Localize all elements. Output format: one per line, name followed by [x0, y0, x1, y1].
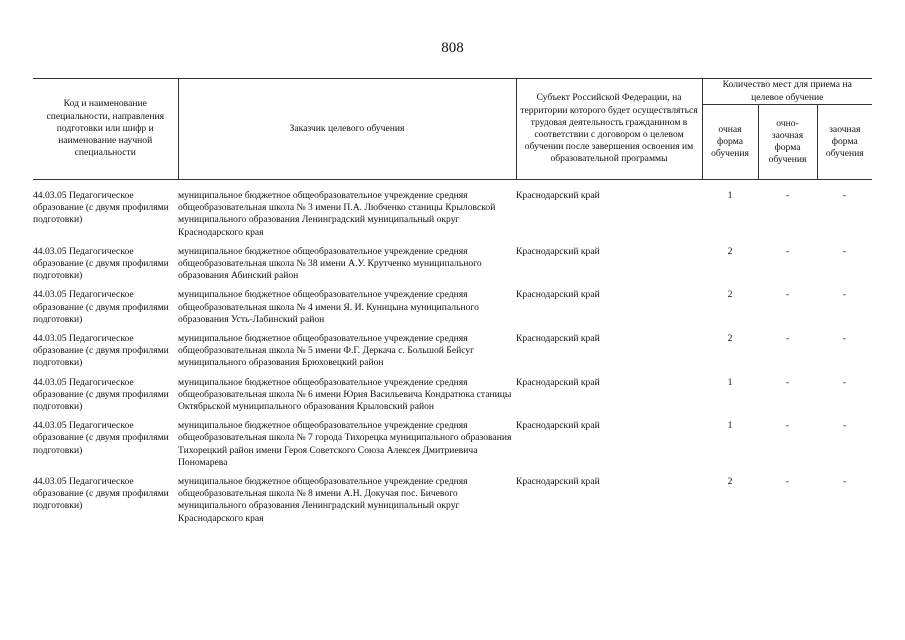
row-full-time: 1 [727, 376, 733, 388]
table-row [33, 289, 872, 333]
row-correspondence: - [842, 289, 847, 301]
row-full-time: 2 [727, 333, 733, 345]
row-correspondence: - [842, 190, 847, 201]
row-part-time: - [785, 333, 790, 345]
header-customer: Заказчик целевого обучения [178, 79, 516, 180]
row-customer: муниципальное бюджетное общеобразовательное учреждение средняя общеобразовательная школа № 4 имени Я. И. Куницына муниципального образования Усть-Лабинский район [178, 289, 479, 325]
header-quantity: Количество мест для приема на целевое обучение [702, 79, 872, 105]
row-subject: Краснодарский край [516, 476, 600, 488]
row-code: 44.03.05 Педагогическое образование (с двумя профилями подготовки) [33, 289, 169, 325]
header-part-time: очно-заочная форма обучения [758, 105, 817, 180]
row-code: 44.03.05 Педагогическое образование (с двумя профилями подготовки) [33, 333, 169, 369]
row-code: 44.03.05 Педагогическое образование (с двумя профилями подготовки) [33, 190, 169, 226]
row-part-time: - [785, 376, 790, 388]
row-subject: Краснодарский край [516, 420, 600, 432]
header-full-time: очная форма обучения [702, 105, 758, 180]
table-row [33, 190, 872, 246]
row-subject: Краснодарский край [516, 376, 600, 388]
row-subject: Краснодарский край [516, 333, 600, 345]
row-part-time: - [785, 245, 790, 257]
header-code: Код и наименование специальности, направления подготовки или шифр и наименование научной специальности [33, 79, 178, 180]
table-row [33, 333, 872, 377]
row-code: 44.03.05 Педагогическое образование (с двумя профилями подготовки) [33, 420, 169, 456]
row-code: 44.03.05 Педагогическое образование (с двумя профилями подготовки) [33, 476, 169, 512]
table-row [33, 420, 872, 476]
header-subject: Субъект Российской Федерации, на территории которого будет осуществляться трудовая деятельность гражданином в соответствии с договором о целевом обучении после завершения освоения им образовательной программы [516, 79, 702, 180]
row-full-time: 2 [727, 289, 733, 301]
row-part-time: - [785, 289, 790, 301]
row-correspondence: - [842, 376, 847, 388]
row-code: 44.03.05 Педагогическое образование (с двумя профилями подготовки) [33, 376, 169, 413]
table-row [33, 476, 872, 532]
row-correspondence: - [842, 476, 847, 488]
row-subject: Краснодарский край [516, 190, 600, 201]
row-part-time: - [785, 420, 790, 432]
row-part-time: - [785, 476, 790, 488]
row-customer: муниципальное бюджетное общеобразовательное учреждение средняя общеобразовательная школа № 38 имени А.У. Крутченко муниципального образования Абинский район [178, 245, 482, 282]
row-full-time: 1 [727, 190, 733, 201]
row-customer: муниципальное бюджетное общеобразовательное учреждение средняя общеобразовательная школа № 8 имени А.Н. Докучая пос. Бичевого муниципального образования Ленинградский муниципальный округ Краснодарского края [178, 476, 468, 524]
row-correspondence: - [842, 245, 847, 257]
row-code: 44.03.05 Педагогическое образование (с двумя профилями подготовки) [33, 245, 169, 282]
row-customer: муниципальное бюджетное общеобразовательное учреждение средняя общеобразовательная школа № 6 имени Юрия Васильевича Кондратюка станицы Октябрьской муниципального образования Крыловский район [178, 376, 512, 413]
row-full-time: 2 [727, 476, 733, 488]
row-full-time: 2 [727, 245, 733, 257]
row-correspondence: - [842, 420, 847, 432]
row-correspondence: - [842, 333, 847, 345]
row-customer: муниципальное бюджетное общеобразовательное учреждение средняя общеобразовательная школа № 5 имени Ф.Г. Деркача с. Большой Бейсуг муниципального образования Брюховецкий район [178, 333, 475, 369]
row-customer: муниципальное бюджетное общеобразовательное учреждение средняя общеобразовательная школа № 7 города Тихорецка муниципального образования Тихорецкий район имени Героя Советского Союза Алексея Дмитриевича Пономарева [178, 420, 512, 468]
target-training-table [33, 78, 872, 532]
header-correspondence: заочная форма обучения [817, 105, 872, 180]
row-subject: Краснодарский край [516, 289, 600, 301]
row-customer: муниципальное бюджетное общеобразовательное учреждение средняя общеобразовательная школа № 3 имени П.А. Любченко станицы Крыловской муниципального образования Ленинградский муниципальный округ Краснодарского края [178, 190, 496, 238]
table-row [33, 377, 872, 421]
table-row [33, 246, 872, 290]
row-subject: Краснодарский край [516, 245, 600, 257]
page-number: 808 [441, 40, 464, 56]
row-part-time: - [785, 190, 790, 201]
row-full-time: 1 [727, 420, 733, 432]
